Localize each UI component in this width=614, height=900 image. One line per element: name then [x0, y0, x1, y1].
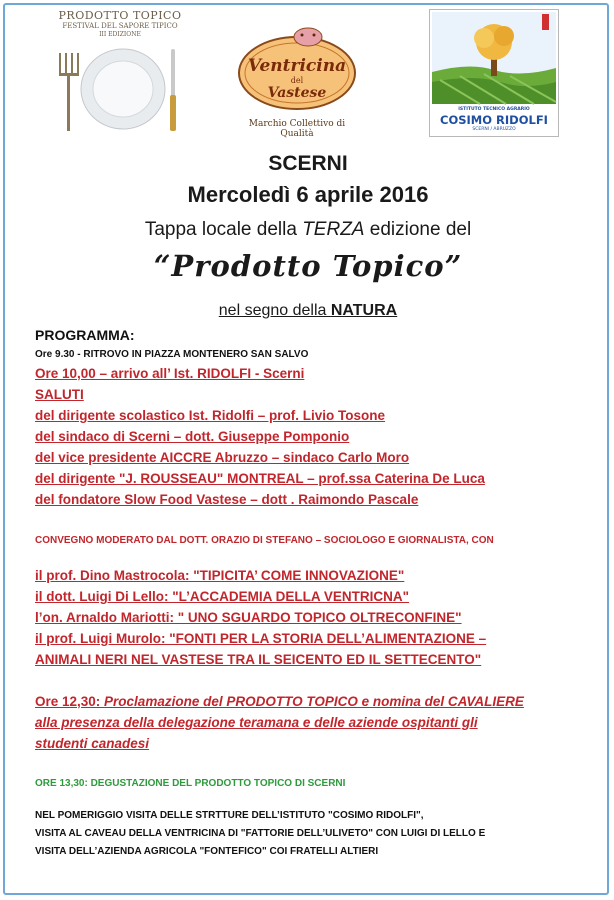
saluti-heading: SALUTI [35, 387, 84, 402]
pomeriggio-line: VISITA AL CAVEAU DELLA VENTRICINA DI "FATTORIE DELL’ULIVETO" CON LUIGI DI LELLO E [35, 828, 486, 839]
segno-bold: NATURA [330, 302, 398, 319]
saluti-item: del sindaco di Scerni – dott. Giuseppe Pomponio [35, 429, 350, 444]
proclamazione-time: Ore 12,30: [35, 694, 105, 709]
tappa-post: edizione del [364, 219, 472, 240]
proclamazione-line [35, 694, 524, 709]
ventricina-tagline: Marchio Collettivo di Qualità [248, 119, 346, 139]
pomeriggio-line: NEL POMERIGGIO VISITA DELLE STRTTURE DELL’ISTITUTO "COSIMO RIDOLFI", [35, 810, 424, 821]
event-place: SCERNI [268, 152, 348, 175]
talk-item: il dott. Luigi Di Lello: "L’ACCADEMIA DELLA VENTRICNA" [35, 589, 410, 604]
flyer [3, 3, 609, 895]
ritrovo-line: Ore 9.30 - RITROVO IN PIAZZA MONTENERO SAN SALVO [35, 349, 309, 360]
ventricina-logo [232, 23, 362, 139]
pomeriggio-line: VISITA DELL’AZIENDA AGRICOLA "FONTEFICO" COI FRATELLI ALTIERI [35, 846, 379, 857]
tappa-edition: TERZA [302, 219, 365, 240]
pig-icon [232, 23, 362, 115]
saluti-item: del dirigente scolastico Ist. Ridolfi – prof. Livio Tosone [35, 408, 386, 423]
talk-item: il prof. Luigi Murolo: "FONTI PER LA STORIA DELL’ALIMENTAZIONE – [35, 631, 487, 646]
proclamazione-line: alla presenza della delegazione teramana e delle aziende ospitanti gli [35, 715, 478, 730]
saluti-item: del dirigente "J. ROUSSEAU" MONTREAL – prof.ssa Caterina De Luca [35, 471, 485, 486]
tappa-line [5, 219, 609, 241]
nature-line [5, 302, 609, 320]
tappa-pre: Tappa locale della [144, 219, 303, 240]
saluti-item: del fondatore Slow Food Vastese – dott . Raimondo Pascale [35, 492, 419, 507]
saluti-item: del vice presidente AICCRE Abruzzo – sindaco Carlo Moro [35, 450, 410, 465]
talk-item: ANIMALI NERI NEL VASTESE TRA IL SEICENTO ED IL SETTECENTO" [35, 652, 482, 667]
tree-book-icon [430, 10, 558, 106]
program-label: PROGRAMMA: [35, 327, 135, 343]
proclamazione-text: Proclamazione del PRODOTTO TOPICO e nomina del CAVALIERE [104, 694, 524, 709]
ventricina-vastese: Vastese [267, 85, 327, 101]
pt-logo-subtitle: FESTIVAL DEL SAPORE TIPICO [62, 22, 178, 30]
ventricina-del: del [290, 76, 304, 85]
logo-bar [5, 5, 609, 145]
arrivo-line: Ore 10,00 – arrivo all’ Ist. RIDOLFI - Scerni [35, 366, 305, 381]
degustazione-line: ORE 13,30: DEGUSTAZIONE DEL PRODOTTO TOPICO DI SCERNI [35, 778, 346, 789]
event-title: “Prodotto Topico” [153, 249, 463, 283]
proclamazione-line: studenti canadesi [35, 736, 150, 751]
talk-item: il prof. Dino Mastrocola: "TIPICITA’ COME INNOVAZIONE" [35, 568, 405, 583]
pt-logo-edition: III EDIZIONE [99, 31, 141, 38]
ridolfi-name: COSIMO RIDOLFI [440, 113, 548, 127]
talk-item: l’on. Arnaldo Mariotti: " UNO SGUARDO TOPICO OLTRECONFINE" [35, 610, 462, 625]
pt-logo-title: PRODOTTO TOPICO [58, 9, 182, 22]
convegno-line: CONVEGNO MODERATO DAL DOTT. ORAZIO DI STEFANO – SOCIOLOGO E GIORNALISTA, CON [35, 535, 494, 546]
ridolfi-place: SCERNI / ABRUZZO [472, 127, 516, 132]
event-date: Mercoledì 6 aprile 2016 [187, 182, 429, 207]
ventricina-word: Ventricina [247, 56, 347, 76]
prodotto-topico-logo [45, 9, 195, 139]
ridolfi-institute-type: ISTITUTO TECNICO AGRARIO [458, 107, 530, 112]
plate-fork-knife-icon [45, 39, 195, 139]
segno-pre: nel segno della [218, 302, 331, 319]
cosimo-ridolfi-logo [429, 9, 559, 137]
